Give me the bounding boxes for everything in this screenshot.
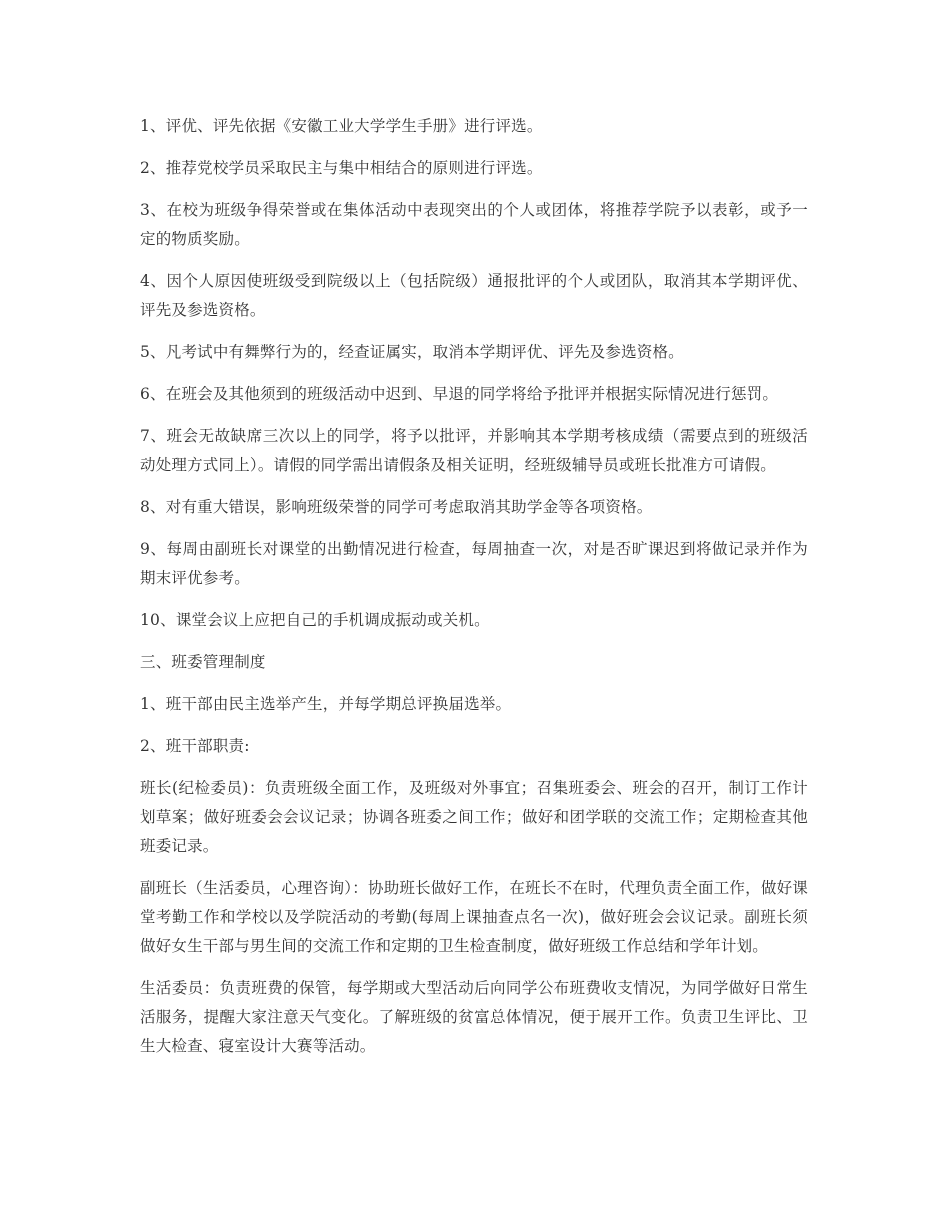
paragraph-rule-4: 4、因个人原因使班级受到院级以上（包括院级）通报批评的个人或团队，取消其本学期评优、评先及参选资格。 <box>140 272 808 319</box>
paragraph-rule-9: 9、每周由副班长对课堂的出勤情况进行检查，每周抽查一次，对是否旷课迟到将做记录并作为期末评优参考。 <box>140 540 808 587</box>
paragraph-committee-1: 1、班干部由民主选举产生，并每学期总评换届选举。 <box>140 695 512 713</box>
paragraph-vice-monitor-duties: 副班长（生活委员，心理咨询）：协助班长做好工作，在班长不在时，代理负责全面工作，做好课堂考勤工作和学校以及学院活动的考勤(每周上课抽查点名一次)，做好班会会议记录。副班长须做好女生干部与男生间的交流工作和定期的卫生检查制度，做好班级工作总结和学年计划。 <box>140 879 808 955</box>
paragraph-rule-2: 2、推荐党校学员采取民主与集中相结合的原则进行评选。 <box>140 159 543 177</box>
section-heading-committee: 三、班委管理制度 <box>140 653 266 671</box>
paragraph-rule-6: 6、在班会及其他须到的班级活动中迟到、早退的同学将给予批评并根据实际情况进行惩罚。 <box>140 385 779 403</box>
paragraph-rule-3: 3、在校为班级争得荣誉或在集体活动中表现突出的个人或团体，将推荐学院予以表彰，或予一定的物质奖励。 <box>140 201 808 248</box>
paragraph-rule-8: 8、对有重大错误，影响班级荣誉的同学可考虑取消其助学金等各项资格。 <box>140 498 653 516</box>
paragraph-rule-10: 10、课堂会议上应把自己的手机调成振动或关机。 <box>140 611 490 629</box>
document-body <box>140 112 808 1061</box>
paragraph-rule-5: 5、凡考试中有舞弊行为的，经查证属实，取消本学期评优、评先及参选资格。 <box>140 343 684 361</box>
paragraph-rule-1: 1、评优、评先依据《安徽工业大学学生手册》进行评选。 <box>140 117 543 135</box>
paragraph-life-committee-duties: 生活委员：负责班费的保管，每学期或大型活动后向同学公布班费收支情况，为同学做好日常生活服务，提醒大家注意天气变化。了解班级的贫富总体情况，便于展开工作。负责卫生评比、卫生大检查、寝室设计大赛等活动。 <box>140 979 808 1055</box>
paragraph-committee-2: 2、班干部职责: <box>140 737 250 755</box>
paragraph-rule-7: 7、班会无故缺席三次以上的同学，将予以批评，并影响其本学期考核成绩（需要点到的班级活动处理方式同上）。请假的同学需出请假条及相关证明，经班级辅导员或班长批准方可请假。 <box>140 427 808 474</box>
paragraph-monitor-duties: 班长(纪检委员)：负责班级全面工作，及班级对外事宜；召集班委会、班会的召开，制订工作计划草案；做好班委会会议记录；协调各班委之间工作；做好和团学联的交流工作；定期检查其他班委记录。 <box>140 779 808 855</box>
